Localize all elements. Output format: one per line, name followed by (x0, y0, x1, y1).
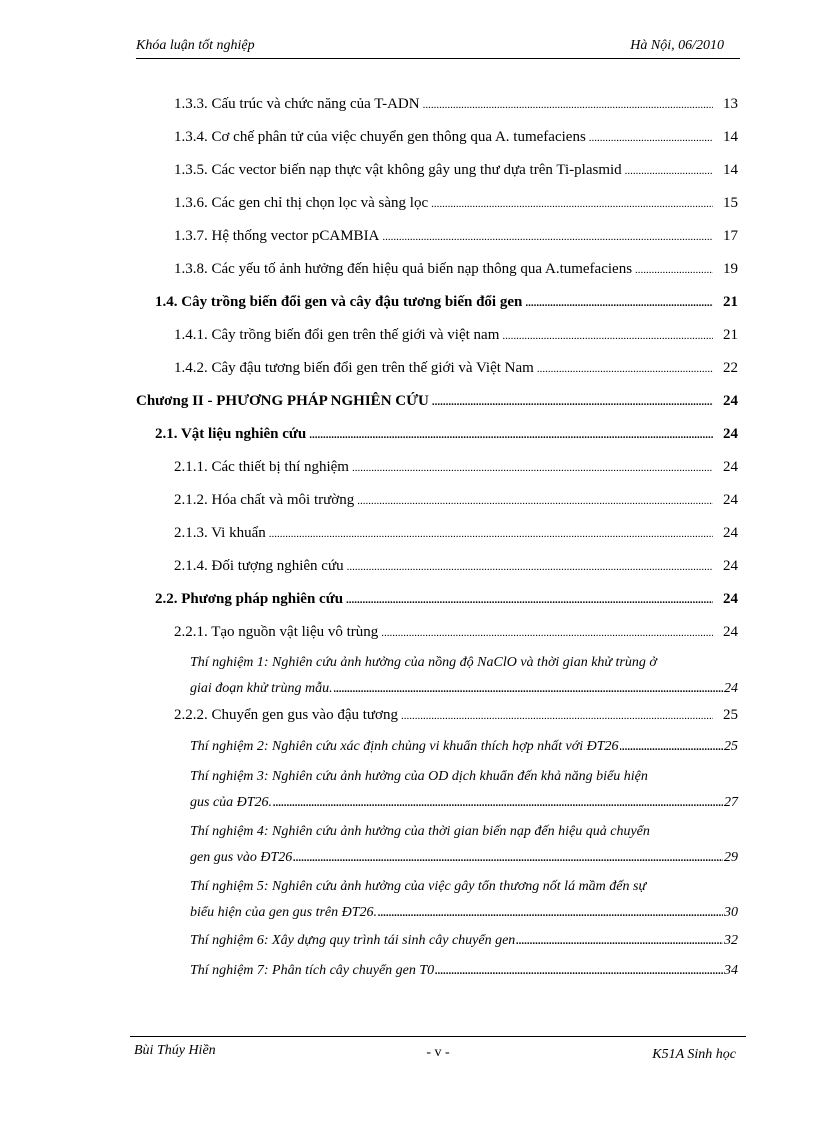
experiment-line2: gus của ĐT26. (190, 795, 273, 810)
toc-entry-title: 1.3.6. Các gen chỉ thị chọn lọc và sàng lọc (174, 195, 429, 211)
dot-leader (589, 129, 713, 146)
toc-entry[interactable] (174, 261, 738, 278)
toc-entry-page: 24 (723, 426, 738, 442)
toc-entry-title: 1.4.2. Cây đậu tương biến đổi gen trên thế giới và Việt Nam (174, 360, 534, 376)
experiment-line2: Thí nghiệm 6: Xây dựng quy trình tái sinh cây chuyển gen (190, 933, 516, 948)
toc-entry-title: 2.2.2. Chuyển gen gus vào đậu tương (174, 707, 398, 723)
dot-leader (269, 525, 713, 542)
experiment-page: 32 (724, 933, 738, 948)
dot-leader (381, 624, 713, 641)
toc-entry[interactable] (174, 162, 738, 179)
toc-experiment-entry[interactable] (190, 734, 738, 760)
toc-entry-page: 14 (723, 129, 738, 145)
toc-entry[interactable] (174, 624, 738, 641)
toc-entry[interactable] (174, 195, 738, 212)
experiment-page: 25 (724, 739, 738, 754)
experiment-line1: Thí nghiệm 4: Nghiên cứu ảnh hưởng của thời gian biến nạp đến hiệu quả chuyển (190, 824, 650, 839)
toc-entry-page: 24 (723, 525, 738, 541)
toc-entry[interactable] (174, 96, 738, 113)
dot-leader (357, 492, 713, 509)
toc-entry-page: 24 (723, 624, 738, 640)
toc-entry-page: 15 (723, 195, 738, 211)
toc-entry-page: 13 (723, 96, 738, 112)
toc-entry[interactable] (174, 228, 738, 245)
experiment-line1: Thí nghiệm 1: Nghiên cứu ảnh hưởng của nồng độ NaClO và thời gian khử trùng ở (190, 655, 657, 670)
dot-leader (346, 591, 713, 608)
toc-entry-title: 2.1.3. Vi khuẩn (174, 525, 266, 541)
toc-entry[interactable] (174, 525, 738, 542)
experiment-line2: Thí nghiệm 7: Phân tích cây chuyển gen T0 (190, 963, 435, 978)
page-number: - v - (426, 1045, 450, 1060)
experiment-page: 34 (724, 963, 738, 978)
experiment-page: 30 (724, 905, 738, 920)
toc-entry-title: 2.2.1. Tạo nguồn vật liệu vô trùng (174, 624, 379, 640)
toc-entry[interactable] (174, 707, 738, 724)
toc-entry-page: 21 (723, 294, 738, 310)
dot-leader (516, 928, 723, 954)
toc-entry[interactable] (174, 327, 738, 344)
dot-leader (273, 790, 723, 816)
dot-leader (502, 327, 713, 344)
toc-entry-title: 2.1.4. Đối tượng nghiên cứu (174, 558, 344, 574)
dot-leader (423, 96, 713, 113)
toc-entry-title: 1.3.5. Các vector biến nạp thực vật không gây ung thư dựa trên Ti-plasmid (174, 162, 622, 178)
toc-entry-page: 22 (723, 360, 738, 376)
page-footer (130, 1036, 746, 1067)
dot-leader (537, 360, 713, 377)
dot-leader (334, 676, 723, 702)
toc-entry-title: 1.3.8. Các yếu tố ảnh hưởng đến hiệu quả biến nạp thông qua A.tumefaciens (174, 261, 633, 277)
toc-entry-page: 24 (723, 459, 738, 475)
experiment-line1: Thí nghiệm 3: Nghiên cứu ảnh hưởng của OD dịch khuẩn đến khả năng biểu hiện (190, 769, 648, 784)
toc-entry-page: 14 (723, 162, 738, 178)
dot-leader (431, 195, 713, 212)
toc-entry-title: 1.3.7. Hệ thống vector pCAMBIA (174, 228, 380, 244)
toc-entry-title: 1.3.3. Cấu trúc và chức năng của T-ADN (174, 96, 420, 112)
dot-leader (432, 393, 713, 410)
toc-experiment-entry[interactable] (190, 928, 738, 954)
dot-leader (382, 228, 713, 245)
experiment-page: 24 (724, 681, 738, 696)
dot-leader (309, 426, 713, 443)
toc-entry-page: 24 (723, 393, 738, 409)
dot-leader (620, 734, 723, 760)
dot-leader (352, 459, 713, 476)
toc-entry-title: 2.1.2. Hóa chất và môi trường (174, 492, 355, 508)
toc-entry-title: 2.2. Phương pháp nghiên cứu (155, 591, 344, 607)
toc-entry-title: 1.4. Cây trồng biến đổi gen và cây đậu tương biến đổi gen (155, 294, 523, 310)
experiment-line2: Thí nghiệm 2: Nghiên cứu xác định chủng vi khuẩn thích hợp nhất với ĐT26 (190, 739, 619, 754)
experiment-line1: Thí nghiệm 5: Nghiên cứu ảnh hưởng của việc gây tổn thương nốt lá mầm đến sự (190, 879, 647, 894)
experiment-line2: gen gus vào ĐT26 (190, 850, 293, 865)
dot-leader (625, 162, 713, 179)
toc-entry-page: 21 (723, 327, 738, 343)
dot-leader (435, 958, 723, 984)
experiment-line2: giai đoạn khử trùng mẫu. (190, 681, 333, 696)
toc-entry-page: 25 (723, 707, 738, 723)
experiment-page: 29 (724, 850, 738, 865)
header-left: Khóa luận tốt nghiệp (136, 38, 255, 53)
toc-experiment-entry[interactable] (190, 958, 738, 984)
dot-leader (347, 558, 713, 575)
toc-entry-title: 2.1.1. Các thiết bị thí nghiệm (174, 459, 349, 475)
toc-entry[interactable] (174, 492, 738, 509)
footer-class: K51A Sinh học (652, 1047, 736, 1062)
header-right: Hà Nội, 06/2010 (630, 38, 724, 53)
toc-entry[interactable] (174, 360, 738, 377)
toc-entry-title: 1.4.1. Cây trồng biến đổi gen trên thế giới và việt nam (174, 327, 500, 343)
toc-entry-title: Chương II - PHƯƠNG PHÁP NGHIÊN CỨU (136, 393, 429, 409)
toc-entry-title: 2.1. Vật liệu nghiên cứu (155, 426, 307, 442)
toc-entry-section[interactable] (155, 591, 738, 608)
toc-experiment-entry[interactable] (190, 650, 738, 702)
toc-entry-section[interactable] (155, 294, 738, 311)
page-header (136, 38, 740, 59)
toc-entry-chapter[interactable] (136, 393, 738, 410)
toc-entry-page: 24 (723, 492, 738, 508)
experiment-line2: biểu hiện của gen gus trên ĐT26. (190, 905, 378, 920)
toc-experiment-entry[interactable] (190, 764, 738, 816)
dot-leader (525, 294, 713, 311)
dot-leader (635, 261, 713, 278)
toc-entry[interactable] (174, 129, 738, 146)
toc-entry-page: 19 (723, 261, 738, 277)
toc-entry[interactable] (174, 558, 738, 575)
toc-entry-page: 24 (723, 558, 738, 574)
dot-leader (293, 845, 723, 871)
toc-entry[interactable] (174, 459, 738, 476)
toc-experiment-entry[interactable] (190, 874, 738, 926)
toc-entry-page: 24 (723, 591, 738, 607)
toc-entry-page: 17 (723, 228, 738, 244)
dot-leader (378, 900, 723, 926)
toc-experiment-entry[interactable] (190, 819, 738, 871)
dot-leader (401, 707, 713, 724)
experiment-page: 27 (724, 795, 738, 810)
toc-entry-title: 1.3.4. Cơ chế phân tử của việc chuyển gen thông qua A. tumefaciens (174, 129, 586, 145)
toc-entry-section[interactable] (155, 426, 738, 443)
footer-author: Bùi Thúy Hiền (134, 1043, 216, 1058)
